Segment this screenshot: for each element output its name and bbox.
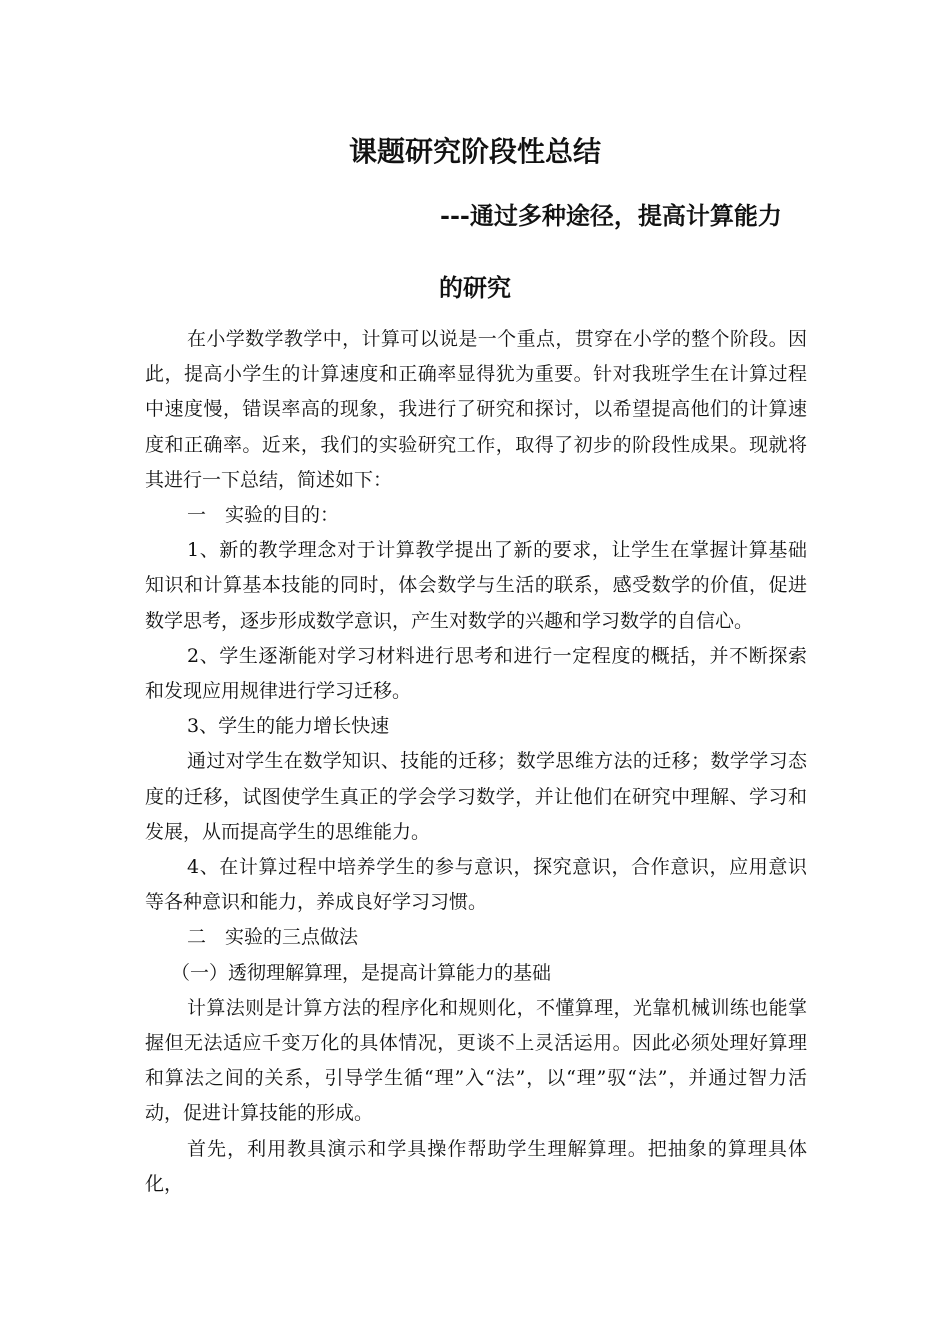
subsection-heading-1: （一）透彻理解算理，是提高计算能力的基础 xyxy=(171,961,552,984)
section-heading-purpose: 一 实验的目的： xyxy=(187,504,340,527)
paragraph-purpose-2: 2、学生逐渐能对学习材料进行思考和进行一定程度的概括，并不断探索和发现应用规律进行学习迁移。 xyxy=(145,644,807,703)
document-subtitle-line-1: ---通过多种途径，提高计算能力 xyxy=(440,201,782,230)
paragraph-method-1: 计算法则是计算方法的程序化和规则化，不懂算理，光靠机械训练也能掌握但无法适应千变万化的具体情况，更谈不上灵活运用。因此必须处理好算理和算法之间的关系，引导学生循“理”入“法”，以“理”驭“法”，并通过智力活动，促进计算技能的形成。 xyxy=(145,996,807,1125)
paragraph-purpose-4: 4、在计算过程中培养学生的参与意识，探究意识，合作意识，应用意识等各种意识和能力，养成良好学习习惯。 xyxy=(145,856,807,914)
paragraph-purpose-3: 3、学生的能力增长快速 xyxy=(187,715,390,738)
paragraph-intro: 在小学数学教学中，计算可以说是一个重点，贯穿在小学的整个阶段。因此，提高小学生的计算速度和正确率显得犹为重要。针对我班学生在计算过程中速度慢，错误率高的现象，我进行了研究和探讨，以希望提高他们的计算速度和正确率。近来，我们的实验研究工作，取得了初步的阶段性成果。现就将其进行一下总结，简述如下： xyxy=(145,328,807,491)
paragraph-purpose-1: 1、新的教学理念对于计算教学提出了新的要求，让学生在掌握计算基础知识和计算基本技能的同时，体会数学与生活的联系，感受数学的价值，促进数学思考，逐步形成数学意识，产生对数学的兴趣和学习数学的自信心。 xyxy=(145,539,807,632)
document-title: 课题研究阶段性总结 xyxy=(348,135,601,168)
paragraph-method-1-first: 首先，利用教具演示和学具操作帮助学生理解算理。把抽象的算理具体化， xyxy=(145,1137,807,1195)
paragraph-purpose-3-detail: 通过对学生在数学知识、技能的迁移；数学思维方法的迁移；数学学习态度的迁移，试图使学生真正的学会学习数学，并让他们在研究中理解、学习和发展，从而提高学生的思维能力。 xyxy=(145,750,807,843)
document-body xyxy=(145,322,807,1202)
section-heading-methods: 二 实验的三点做法 xyxy=(187,926,359,949)
document-subtitle-line-2: 的研究 xyxy=(439,273,511,302)
